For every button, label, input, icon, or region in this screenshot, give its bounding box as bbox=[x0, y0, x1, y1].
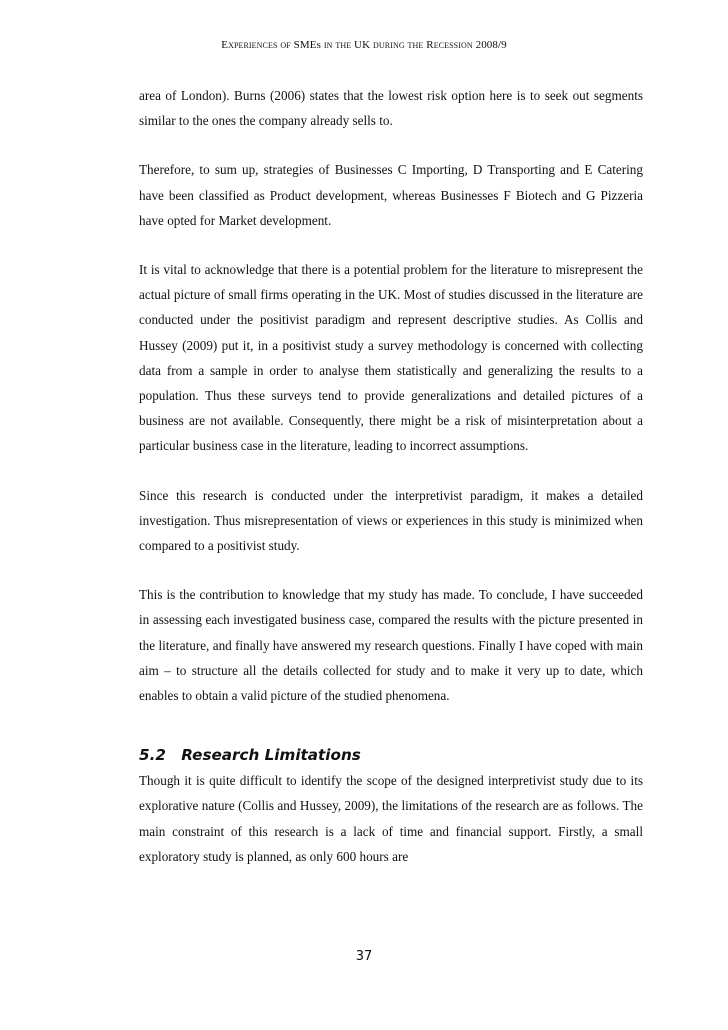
header-year: 2008/9 bbox=[475, 39, 507, 51]
paragraph: This is the contribution to knowledge that my study has made. To conclude, I have succeeded in assessing each investigated business case, compared the results with the picture presented in the literature, and finally have answered my research questions. Finally I have coped with main aim – to structure all the details collected for study and to make it very up to date, which enables to obtain a valid picture of the studied phenomena. bbox=[139, 587, 643, 704]
body-text bbox=[139, 83, 643, 869]
section-paragraph: Though it is quite difficult to identify the scope of the designed interpretivist study due to its explorative nature (Collis and Hussey, 2009), the limitations of the research are as follows. The main constraint of this research is a lack of time and financial support. Firstly, a small exploratory study is planned, as only 600 hours are bbox=[139, 773, 643, 864]
header-word-during-the: during the bbox=[373, 39, 424, 51]
paragraph: Since this research is conducted under the interpretivist paradigm, it makes a detailed investigation. Thus misrepresentation of views or experiences in this study is minimized when compared to a positivist study. bbox=[139, 487, 643, 554]
running-header bbox=[0, 39, 728, 51]
paragraph: It is vital to acknowledge that there is a potential problem for the literature to misrepresent the actual picture of small firms operating in the UK. Most of studies discussed in the literature are conducted under the positivist paradigm and represent descriptive studies. As Collis and Hussey (2009) put it, in a positivist study a survey methodology is concerned with collecting data from a sample in order to analyse them statistically and generalizing the results to a population. Thus these surveys tend to provide generalizations and detailed pictures of a business are not available. Consequently, there might be a risk of misinterpretation about a particular business case in the literature, leading to incorrect assumptions. bbox=[139, 262, 643, 454]
header-word-recession: Recession bbox=[426, 39, 473, 51]
header-word-uk: UK bbox=[354, 39, 371, 51]
section-heading bbox=[139, 745, 643, 765]
header-word-smes: SMEs bbox=[293, 39, 321, 51]
header-word-experiences: Experiences bbox=[221, 39, 278, 51]
paragraph: Therefore, to sum up, strategies of Businesses C Importing, D Transporting and E Catering have been classified as Product development, whereas Businesses F Biotech and G Pizzeria have opted for Market development. bbox=[139, 162, 643, 228]
header-word-in-the: in the bbox=[323, 39, 352, 51]
paragraph: area of London). Burns (2006) states that the lowest risk option here is to seek out segments similar to the ones the company already sells to. bbox=[139, 88, 643, 129]
section-title: Research Limitations bbox=[181, 746, 361, 765]
section-number: 5.2 bbox=[139, 746, 166, 765]
header-word-of: of bbox=[280, 39, 291, 51]
page-number: 37 bbox=[355, 949, 373, 964]
